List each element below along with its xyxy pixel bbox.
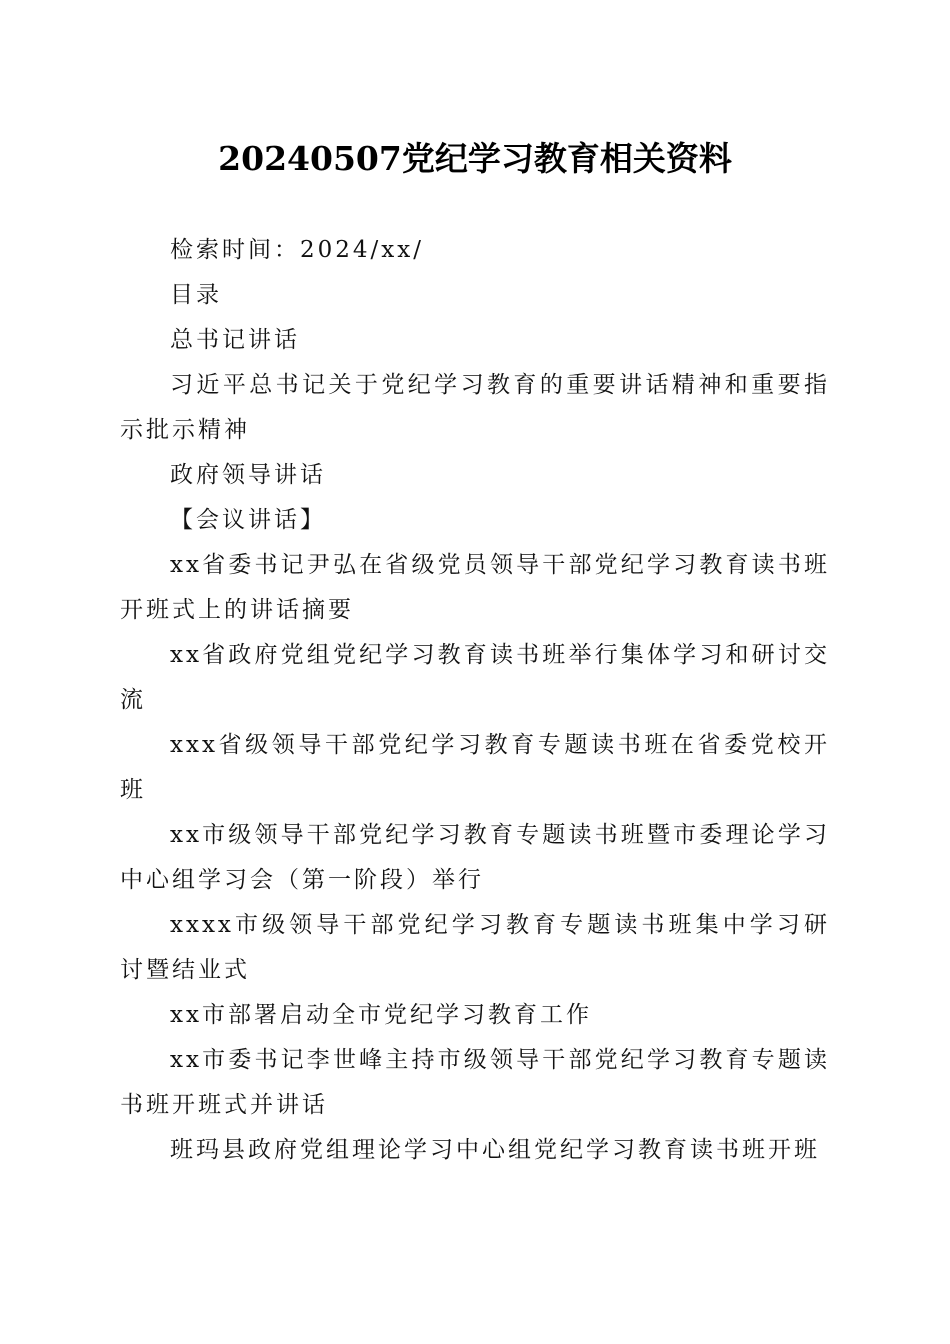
section-heading: 【会议讲话】 [170, 507, 326, 533]
list-item: xx市部署启动全市党纪学习教育工作 [170, 1002, 592, 1028]
toc-heading: 目录 [170, 282, 222, 308]
list-item: xxx省级领导干部党纪学习教育专题读书班在省委党校开班 [120, 732, 830, 803]
section-heading: 政府领导讲话 [170, 462, 326, 488]
list-item: xx省委书记尹弘在省级党员领导干部党纪学习教育读书班开班式上的讲话摘要 [120, 552, 830, 623]
list-item: 习近平总书记关于党纪学习教育的重要讲话精神和重要指示批示精神 [120, 372, 830, 443]
list-item: 班玛县政府党组理论学习中心组党纪学习教育读书班开班 [170, 1137, 820, 1163]
list-item: xxxx市级领导干部党纪学习教育专题读书班集中学习研讨暨结业式 [120, 912, 830, 983]
document-body [120, 228, 830, 1173]
list-item: xx市级领导干部党纪学习教育专题读书班暨市委理论学习中心组学习会（第一阶段）举行 [120, 822, 830, 893]
list-item: xx市委书记李世峰主持市级领导干部党纪学习教育专题读书班开班式并讲话 [120, 1047, 830, 1118]
document-title: 20240507党纪学习教育相关资料 [218, 139, 732, 178]
retrieval-time: 检索时间：2024/xx/ [170, 237, 424, 263]
section-heading: 总书记讲话 [170, 327, 300, 353]
list-item: xx省政府党组党纪学习教育读书班举行集体学习和研讨交流 [120, 642, 830, 713]
